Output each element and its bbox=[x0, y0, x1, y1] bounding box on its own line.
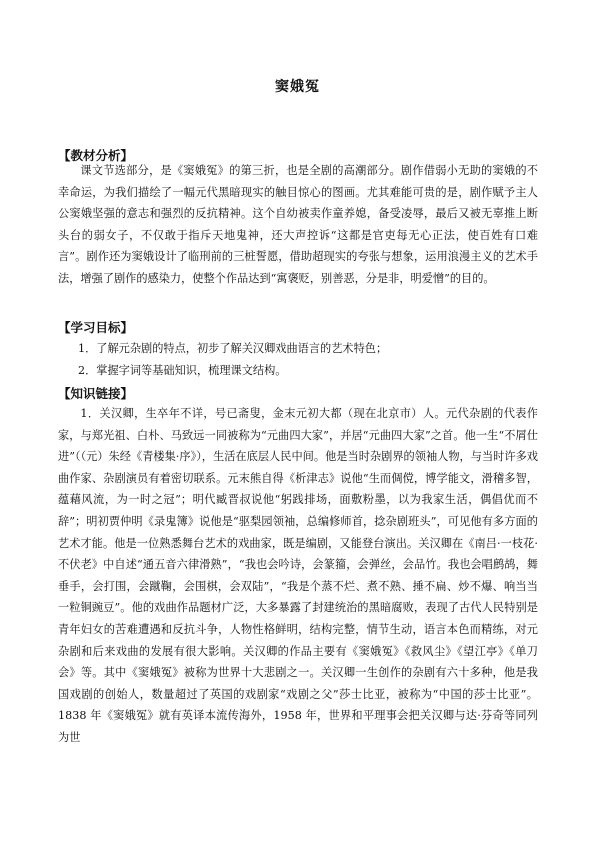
section-heading-knowledge: 【知识链接】 bbox=[58, 386, 134, 401]
section-heading-analysis: 【教材分析】 bbox=[58, 148, 134, 163]
knowledge-paragraph: 1．关汉卿，生卒年不详，号已斋叟，金末元初大都（现在北京市）人。元代杂剧的代表作家，与郑光祖、白朴、马致远一同被称为“元曲四大家”，并居“元曲四大家”之首。他一生“不屑仕进”（（元）朱经《青楼集·序》），生活在底层人民中间。他是当时杂剧界的领袖人物，与当时许多戏曲作家、杂剧演员有着密切联系。元末熊自得《析津志》说他“生而倜傥，博学能文，滑稽多智，蕴藉风流，为一时之冠”；明代臧晋叔说他“躬践排场，面敷粉墨，以为我家生活，偶倡优而不辞”；明初贾仲明《录鬼簿》说他是“驱梨园领袖，总编修师首，捻杂剧班头”，可见他有多方面的艺术才能。他是一位熟悉舞台艺术的戏曲家，既是编剧，又能登台演出。关汉卿在《南吕·一枝花·不伏老》中自述“通五音六律滑熟”，“我也会吟诗，会篆籀，会弹丝，会品竹。我也会唱鹧鸪，舞垂手，会打围，会蹴鞠，会围棋，会双陆”，“我是个蒸不烂、煮不熟、捶不扁、炒不爆、响当当一粒铜豌豆”。他的戏曲作品题材广泛，大多暴露了封建统治的黑暗腐败，表现了古代人民特别是青年妇女的苦难遭遇和反抗斗争，人物性格鲜明，结构完整，情节生动，语言本色而精练，对元杂剧和后来戏曲的发展有很大影响。关汉卿的作品主要有《窦娥冤》《救风尘》《望江亭》《单刀会》等。其中《窦娥冤》被称为世界十大悲剧之一。关汉卿一生创作的杂剧有六十多种，他是我国戏剧的创始人，数量超过了英国的戏剧家“戏剧之父”莎士比亚，被称为“中国的莎士比亚”。1838 年《窦娥冤》就有英译本流传海外，1958 年，世界和平理事会把关汉卿与达·芬奇等同列为世 bbox=[58, 407, 538, 744]
page-title: 窦娥冤 bbox=[275, 79, 320, 95]
analysis-paragraph: 课文节选部分，是《窦娥冤》的第三折，也是全剧的高潮部分。剧作借弱小无助的窦娥的不幸命运，为我们描绘了一幅元代黑暗现实的触目惊心的图画。尤其难能可贵的是，剧作赋予主人公窦娥坚强的意志和强烈的反抗精神。这个自幼被卖作童养媳，备受凌辱，最后又被无辜推上断头台的弱女子，不仅敢于指斥天地鬼神，还大声控诉“这都是官吏每无心正法，使百姓有口难言”。剧作还为窦娥设计了临刑前的三桩誓愿，借助超现实的夸张与想象，运用浪漫主义的艺术手法，增强了剧作的感染力，使整个作品达到“寓褒贬，别善恶，分是非，明爱憎”的目的。 bbox=[58, 164, 538, 285]
objective-item-1: 1．了解元杂剧的特点，初步了解关汉卿戏曲语言的艺术特色； bbox=[78, 342, 388, 355]
objective-item-2: 2．掌握字词等基础知识，梳理课文结构。 bbox=[78, 364, 287, 377]
section-heading-objectives: 【学习目标】 bbox=[58, 320, 134, 335]
